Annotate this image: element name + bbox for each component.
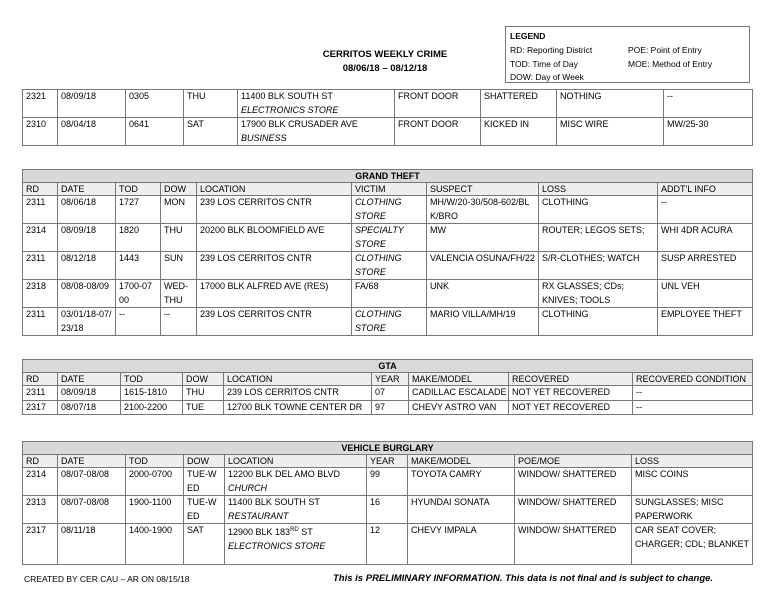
col-make-model: MAKE/MODEL — [408, 455, 515, 468]
legend-tod: TOD: Time of Day — [510, 59, 578, 69]
cell-tod: 1727 — [116, 196, 161, 224]
location-ordinal: RD — [290, 527, 299, 533]
cell-location — [225, 524, 367, 565]
cell-rd: 2311 — [23, 252, 58, 280]
cell-rd: 2310 — [23, 118, 58, 146]
cell-location — [225, 468, 367, 496]
cell-tod: 0641 — [126, 118, 184, 146]
legend-moe: MOE: Method of Entry — [628, 59, 713, 69]
location-number: 12900 BLK 183 — [228, 527, 291, 537]
cell-dow: SUN — [161, 252, 197, 280]
table-header-row — [23, 373, 753, 386]
cell-poe-moe: WINDOW/ SHATTERED — [515, 524, 632, 565]
cell-date: 08/08-08/09 — [58, 280, 116, 308]
col-loss: LOSS — [632, 455, 753, 468]
cell-location: 17000 BLK ALFRED AVE (RES) — [197, 280, 352, 308]
cell-date: 08/11/18 — [58, 524, 126, 565]
cell-location — [225, 496, 367, 524]
table-row — [23, 224, 753, 252]
col-dow: DOW — [183, 373, 224, 386]
location-type: ELECTRONICS STORE — [228, 540, 326, 551]
cell-dow: TUE — [183, 400, 224, 415]
grand-theft-table — [22, 169, 753, 336]
col-rd: RD — [23, 373, 58, 386]
table-row — [23, 496, 753, 524]
col-info: ADDT'L INFO — [658, 183, 753, 196]
cell-tod: 1820 — [116, 224, 161, 252]
location-address: 17900 BLK CRUSADER AVE — [241, 119, 358, 129]
col-dow: DOW — [161, 183, 197, 196]
cell-loss: CLOTHING — [539, 308, 658, 336]
col-date: DATE — [58, 455, 126, 468]
cell-date: 08/07-08/08 — [58, 496, 126, 524]
col-date: DATE — [58, 183, 116, 196]
cell-loss: CAR SEAT COVER; CHARGER; CDL; BLANKET — [632, 524, 753, 565]
col-make-model: MAKE/MODEL — [409, 373, 509, 386]
col-rd: RD — [23, 455, 58, 468]
cell-info: -- — [658, 196, 753, 224]
cell-victim: CLOTHING STORE — [352, 308, 427, 336]
vehicle-burglary-title: VEHICLE BURGLARY — [23, 442, 753, 455]
report-date-range: 08/06/18 – 08/12/18 — [342, 63, 428, 74]
cell-dow: TUE-WED — [184, 468, 225, 496]
vehicle-burglary-table — [22, 441, 753, 565]
cell-poe-moe: WINDOW/ SHATTERED — [515, 468, 632, 496]
cell-info: UNL VEH — [658, 280, 753, 308]
col-recovered-condition: RECOVERED CONDITION — [633, 373, 753, 386]
created-by-note: CREATED BY CER CAU – AR ON 08/15/18 — [24, 574, 190, 584]
col-suspect: SUSPECT — [427, 183, 539, 196]
cell-location — [238, 90, 395, 118]
cell-year: 07 — [372, 386, 409, 401]
legend-box — [505, 26, 750, 83]
cell-tod: 1443 — [116, 252, 161, 280]
cell-tod: 0305 — [126, 90, 184, 118]
cell-info: SUSP ARRESTED — [658, 252, 753, 280]
table-row — [23, 252, 753, 280]
cell-year: 12 — [367, 524, 408, 565]
table-row — [23, 400, 753, 415]
cell-dow: THU — [184, 90, 238, 118]
col-year: YEAR — [367, 455, 408, 468]
location-address: 12200 BLK DEL AMO BLVD — [228, 469, 341, 479]
legend-dow: DOW: Day of Week — [510, 72, 584, 82]
table-row — [23, 524, 753, 565]
cell-moe: KICKED IN — [481, 118, 557, 146]
cell-date: 08/09/18 — [58, 90, 126, 118]
cell-date: 08/09/18 — [58, 386, 121, 401]
cell-make-model: HYUNDAI SONATA — [408, 496, 515, 524]
cell-tod: -- — [116, 308, 161, 336]
cell-make-model: CHEVY IMPALA — [408, 524, 515, 565]
cell-date: 08/12/18 — [58, 252, 116, 280]
cell-date: 03/01/18-07/23/18 — [58, 308, 116, 336]
cell-dow: WED-THU — [161, 280, 197, 308]
col-tod: TOD — [121, 373, 183, 386]
cell-dow: -- — [161, 308, 197, 336]
cell-rd: 2317 — [23, 400, 58, 415]
grand-theft-title: GRAND THEFT — [23, 170, 753, 183]
cell-dow: MON — [161, 196, 197, 224]
table-row — [23, 90, 753, 118]
cell-condition: -- — [633, 400, 753, 415]
cell-info: -- — [664, 90, 753, 118]
cell-year: 97 — [372, 400, 409, 415]
cell-make-model: TOYOTA CAMRY — [408, 468, 515, 496]
cell-suspect: MARIO VILLA/MH/19 — [427, 308, 539, 336]
cell-rd: 2313 — [23, 496, 58, 524]
cell-poe-moe: WINDOW/ SHATTERED — [515, 496, 632, 524]
legend-heading: LEGEND — [510, 31, 546, 41]
col-dow: DOW — [184, 455, 225, 468]
table-row — [23, 308, 753, 336]
cell-tod: 2000-0700 — [126, 468, 184, 496]
table-row — [23, 468, 753, 496]
cell-tod: 1700-0700 — [116, 280, 161, 308]
cell-info: EMPLOYEE THEFT — [658, 308, 753, 336]
cell-rd: 2318 — [23, 280, 58, 308]
cell-poe: FRONT DOOR — [395, 90, 481, 118]
cell-loss: S/R-CLOTHES; WATCH — [539, 252, 658, 280]
table-row — [23, 386, 753, 401]
table-row — [23, 196, 753, 224]
cell-loss: RX GLASSES; CDs; KNIVES; TOOLS — [539, 280, 658, 308]
cell-dow: SAT — [184, 524, 225, 565]
cell-tod: 2100-2200 — [121, 400, 183, 415]
table-header-row — [23, 183, 753, 196]
gta-table — [22, 359, 753, 415]
cell-loss: MISC WIRE — [557, 118, 664, 146]
cell-tod: 1400-1900 — [126, 524, 184, 565]
cell-victim: FA/68 — [352, 280, 427, 308]
cell-location — [238, 118, 395, 146]
cell-info: WHI 4DR ACURA — [658, 224, 753, 252]
cell-date: 08/09/18 — [58, 224, 116, 252]
cell-year: 99 — [367, 468, 408, 496]
table-header-row — [23, 455, 753, 468]
col-tod: TOD — [126, 455, 184, 468]
location-address: 11400 BLK SOUTH ST — [241, 91, 333, 101]
col-location: LOCATION — [197, 183, 352, 196]
cell-location: 20200 BLK BLOOMFIELD AVE — [197, 224, 352, 252]
cell-tod: 1900-1100 — [126, 496, 184, 524]
col-date: DATE — [58, 373, 121, 386]
cell-suspect: MH/W/20-30/508-602/BLK/BRO — [427, 196, 539, 224]
cell-date: 08/04/18 — [58, 118, 126, 146]
cell-dow: SAT — [184, 118, 238, 146]
location-type: RESTAURANT — [228, 510, 289, 521]
burglary-continued-table — [22, 89, 753, 146]
cell-dow: THU — [161, 224, 197, 252]
report-title-line: CERRITOS WEEKLY CRIME — [322, 49, 448, 60]
cell-date: 08/06/18 — [58, 196, 116, 224]
preliminary-disclaimer: This is PRELIMINARY INFORMATION. This data is not final and is subject to change. — [333, 573, 714, 584]
cell-recovered: NOT YET RECOVERED — [509, 386, 633, 401]
cell-date: 08/07/18 — [58, 400, 121, 415]
col-recovered: RECOVERED — [509, 373, 633, 386]
col-year: YEAR — [372, 373, 409, 386]
cell-location: 239 LOS CERRITOS CNTR — [197, 196, 352, 224]
cell-suspect: UNK — [427, 280, 539, 308]
cell-condition: -- — [633, 386, 753, 401]
cell-date: 08/07-08/08 — [58, 468, 126, 496]
cell-dow: THU — [183, 386, 224, 401]
location-type: BUSINESS — [241, 132, 287, 143]
cell-rd: 2321 — [23, 90, 58, 118]
col-location: LOCATION — [225, 455, 367, 468]
cell-moe: SHATTERED — [481, 90, 557, 118]
cell-dow: TUE-WED — [184, 496, 225, 524]
cell-location: 239 LOS CERRITOS CNTR — [197, 252, 352, 280]
table-row — [23, 280, 753, 308]
cell-rd: 2317 — [23, 524, 58, 565]
cell-loss: ROUTER; LEGOS SETS; — [539, 224, 658, 252]
cell-rd: 2314 — [23, 468, 58, 496]
location-type: ELECTRONICS STORE — [241, 104, 339, 115]
location-street: ST — [298, 527, 313, 537]
col-tod: TOD — [116, 183, 161, 196]
cell-loss: MISC COINS — [632, 468, 753, 496]
cell-info: MW/25-30 — [664, 118, 753, 146]
cell-rd: 2311 — [23, 386, 58, 401]
col-rd: RD — [23, 183, 58, 196]
cell-poe: FRONT DOOR — [395, 118, 481, 146]
legend-rd: RD: Reporting District — [510, 45, 593, 55]
cell-suspect: VALENCIA OSUNA/FH/22 — [427, 252, 539, 280]
cell-location: 239 LOS CERRITOS CNTR — [197, 308, 352, 336]
cell-victim: CLOTHING STORE — [352, 252, 427, 280]
col-victim: VICTIM — [352, 183, 427, 196]
cell-recovered: NOT YET RECOVERED — [509, 400, 633, 415]
cell-victim: SPECIALTY STORE — [352, 224, 427, 252]
cell-loss: SUNGLASSES; MISC PAPERWORK — [632, 496, 753, 524]
gta-title: GTA — [23, 360, 753, 373]
cell-rd: 2314 — [23, 224, 58, 252]
location-address: 11400 BLK SOUTH ST — [228, 497, 320, 507]
cell-year: 16 — [367, 496, 408, 524]
cell-location: 239 LOS CERRITOS CNTR — [224, 386, 372, 401]
location-type: CHURCH — [228, 482, 267, 493]
cell-rd: 2311 — [23, 308, 58, 336]
cell-make-model: CADILLAC ESCALADE — [409, 386, 509, 401]
table-row — [23, 118, 753, 146]
cell-location: 12700 BLK TOWNE CENTER DR — [224, 400, 372, 415]
cell-make-model: CHEVY ASTRO VAN — [409, 400, 509, 415]
legend-poe: POE: Point of Entry — [628, 45, 702, 55]
cell-loss: NOTHING — [557, 90, 664, 118]
cell-victim: CLOTHING STORE — [352, 196, 427, 224]
cell-rd: 2311 — [23, 196, 58, 224]
location-address — [228, 524, 363, 540]
col-loss: LOSS — [539, 183, 658, 196]
col-location: LOCATION — [224, 373, 372, 386]
col-poe-moe: POE/MOE — [515, 455, 632, 468]
report-title — [300, 48, 470, 76]
cell-suspect: MW — [427, 224, 539, 252]
cell-tod: 1615-1810 — [121, 386, 183, 401]
cell-loss: CLOTHING — [539, 196, 658, 224]
